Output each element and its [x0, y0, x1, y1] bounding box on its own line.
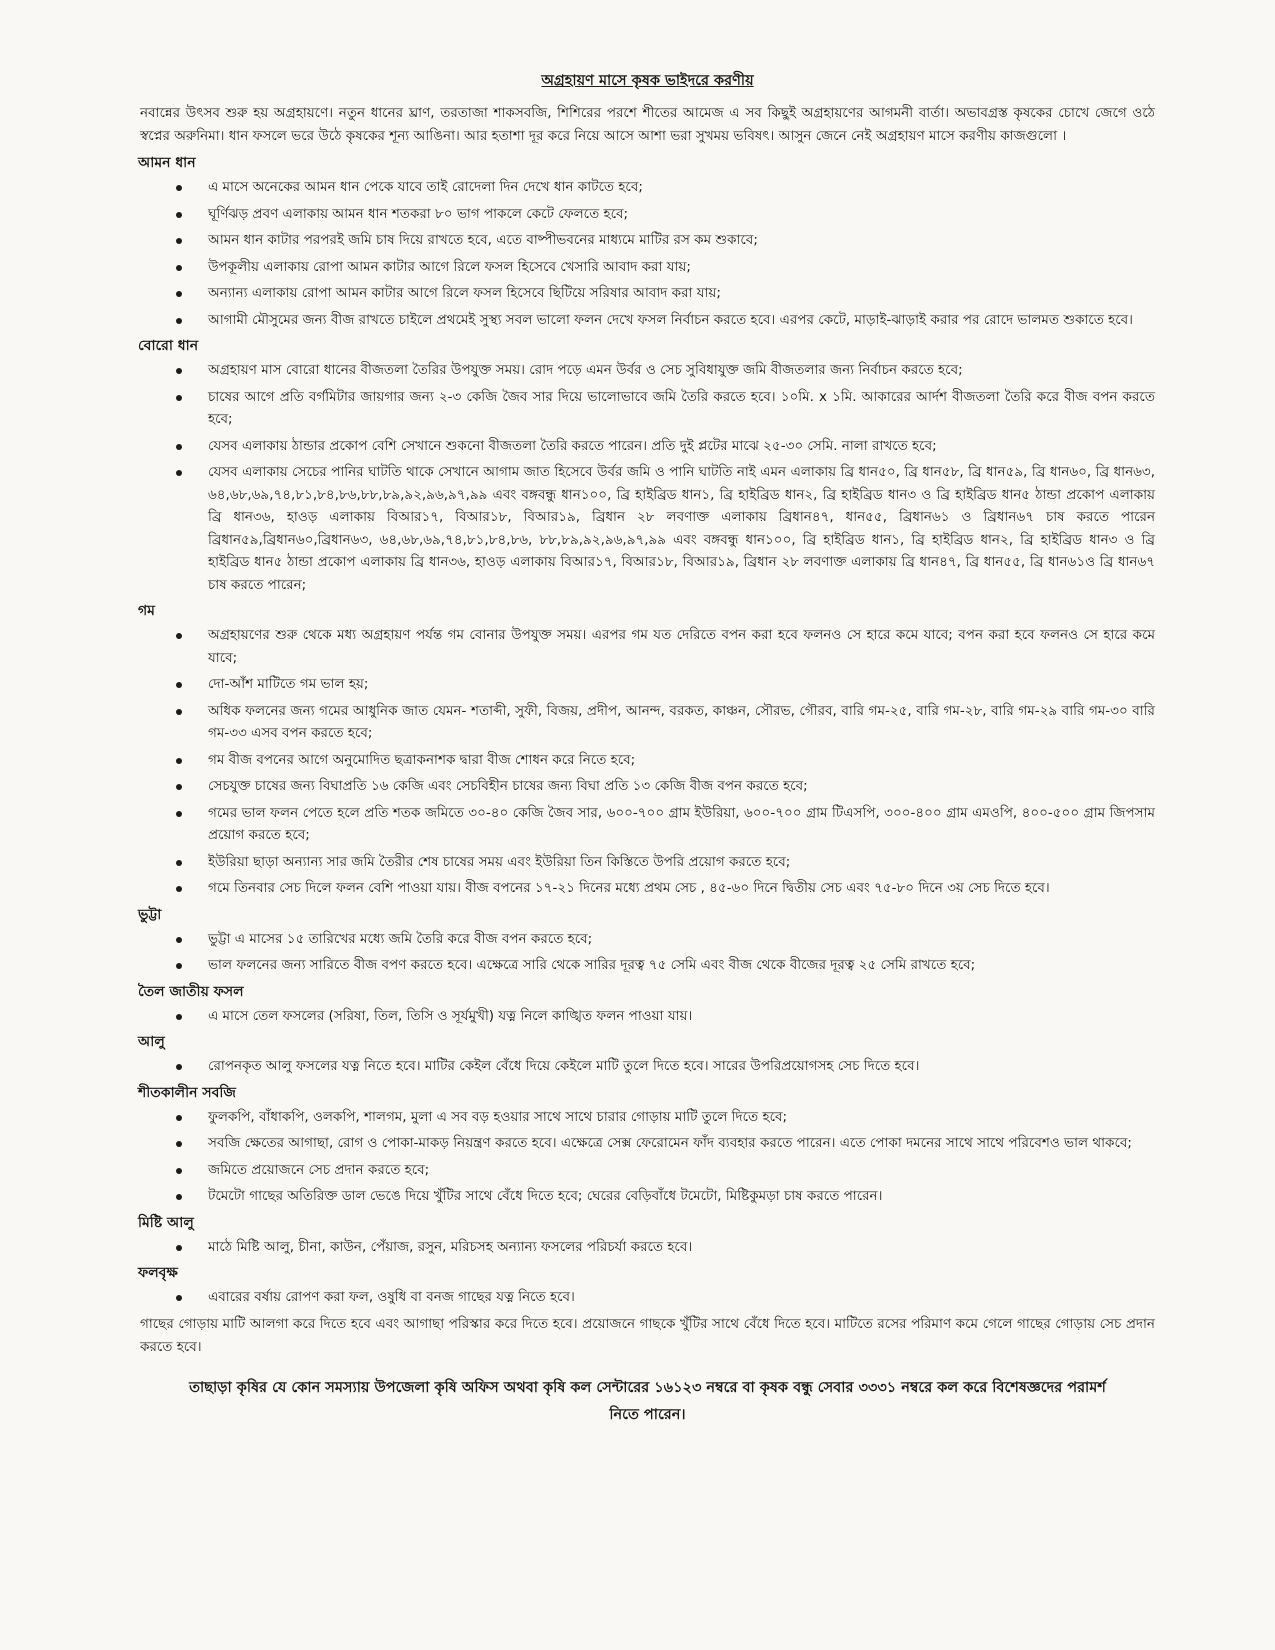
list-item: ফুলকপি, বাঁধাকপি, ওলকপি, শালগম, মুলা এ সব বড় হওয়ার সাথে সাথে চারার গোড়ায় মাটি তুলে দিতে হবে;	[208, 1106, 1155, 1129]
list-item: টমেটো গাছের অতিরিক্ত ডাল ভেঙে দিয়ে খুঁটির সাথে বেঁধে দিতে হবে; ঘেরের বেড়িবাঁধে টমেটো, মিষ্টিকুমড়া চাষ করতে পারেন।	[208, 1185, 1155, 1208]
sections-container	[140, 152, 1155, 1359]
bullet-list	[140, 1236, 1155, 1259]
list-item: মাঠে মিষ্টি আলু, চীনা, কাউন, পেঁয়াজ, রসুন, মরিচসহ অন্যান্য ফসলের পরিচর্যা করতে হবে।	[208, 1236, 1155, 1259]
list-item: সেচযুক্ত চাষের জন্য বিঘাপ্রতি ১৬ কেজি এবং সেচবিহীন চাষের জন্য বিঘা প্রতি ১৩ কেজি বীজ বপন করতে হবে;	[208, 775, 1155, 798]
list-item: সবজি ক্ষেতের আগাছা, রোগ ও পোকা-মাকড় নিয়ন্ত্রণ করতে হবে। এক্ষেত্রে সেক্স ফেরোমেন ফাঁদ ব্যবহার করতে পারেন। এতে পোকা দমনের সাথে সাথে পরিবেশও ভাল থাকবে;	[208, 1132, 1155, 1155]
list-item: ভুট্টা এ মাসের ১৫ তারিখের মধ্যে জমি তৈরি করে বীজ বপন করতে হবে;	[208, 928, 1155, 951]
list-item: ভাল ফলনের জন্য সারিতে বীজ বপণ করতে হবে। এক্ষেত্রে সারি থেকে সারির দূরত্ব ৭৫ সেমি এবং বীজ থেকে বীজের দূরত্ব ২৫ সেমি রাখতে হবে;	[208, 954, 1155, 977]
list-item: অগ্রহায়ণ মাস বোরো ধানের বীজতলা তৈরির উপযুক্ত সময়। রোদ পড়ে এমন উর্বর ও সেচ সুবিধাযুক্ত জমি বীজতলার জন্য নির্বাচন করতে হবে;	[208, 359, 1155, 382]
section-heading: আমন ধান	[138, 155, 196, 171]
section-heading: আলু	[138, 1034, 165, 1050]
section-heading: ভুট্টা	[138, 906, 162, 923]
list-item: গম বীজ বপনের আগে অনুমোদিত ছত্রাকনাশক দ্বারা বীজ শোধন করে নিতে হবে;	[208, 749, 1155, 772]
list-item: এবারের বর্ষায় রোপণ করা ফল, ওষুধি বা বনজ গাছের যত্ন নিতে হবে।	[208, 1286, 1155, 1309]
bullet-list	[140, 928, 1155, 977]
section-heading: বোরো ধান	[138, 338, 199, 354]
list-item: আগামী মৌসুমের জন্য বীজ রাখতে চাইলে প্রথমেই সুস্থ্য সবল ভালো ফলন দেখে ফসল নির্বাচন করতে হবে। এরপর কেটে, মাড়াই-ঝাড়াই করার পর রোদে ভালমত শুকাতে হবে।	[208, 309, 1155, 332]
list-item: এ মাসে তেল ফসলের (সরিষা, তিল, তিসি ও সূর্যমুখী) যত্ন নিলে কাঙ্খিত ফলন পাওয়া যায়।	[208, 1005, 1155, 1028]
bullet-list	[140, 359, 1155, 596]
list-item: দো-আঁশ মাটিতে গম ভাল হয়;	[208, 673, 1155, 696]
document-title: অগ্রহায়ণ মাসে কৃষক ভাইদরে করণীয়	[541, 73, 754, 89]
list-item: অন্যান্য এলাকায় রোপা আমন কাটার আগে রিলে ফসল হিসেবে ছিটিয়ে সরিষার আবাদ করা যায়;	[208, 282, 1155, 305]
list-item: চাষের আগে প্রতি বর্গমিটার জায়গার জন্য ২-৩ কেজি জৈব সার দিয়ে ভালোভাবে জমি তৈরি করতে হবে। ১০মি. x ১মি. আকারের আর্দশ বীজতলা তৈরি করে বীজ বপন করতে হবে;	[208, 386, 1155, 431]
section-heading: গম	[138, 603, 155, 619]
list-item: অধিক ফলনের জন্য গমের আধুনিক জাত যেমন- শতাব্দী, সুফী, বিজয়, প্রদীপ, আনন্দ, বরকত, কাঞ্চন, সৌরভ, গৌরব, বারি গম-২৫, বারি গম-২৮, বারি গম-২৯ বারি গম-৩০ বারি গম-৩৩ এসব বপন করতে হবে;	[208, 700, 1155, 745]
list-item: ইউরিয়া ছাড়া অন্যান্য সার জমি তৈরীর শেষ চাষের সময় এবং ইউরিয়া তিন কিস্তিতে উপরি প্রয়োগ করতে হবে;	[208, 851, 1155, 874]
list-item: অগ্রহায়ণের শুরু থেকে মধ্য অগ্রহায়ণ পর্যন্ত গম বোনার উপযুক্ত সময়। এরপর গম যত দেরিতে বপন করা হবে ফলনও সে হারে কমে যাবে; বপন করা হবে ফলনও সে হারে কমে যাবে;	[208, 624, 1155, 669]
section-heading: মিষ্টি আলু	[138, 1214, 194, 1231]
bullet-list	[140, 624, 1155, 900]
list-item: ঘূর্ণিঝড় প্রবণ এলাকায় আমন ধান শতকরা ৮০ ভাগ পাকলে কেটে ফেলতে হবে;	[208, 203, 1155, 226]
bullet-list	[140, 1055, 1155, 1078]
list-item: যেসব এলাকায় ঠান্ডার প্রকোপ বেশি সেখানে শুকনো বীজতলা তৈরি করতে পারেন। প্রতি দুই প্লটের মাঝে ২৫-৩০ সেমি. নালা রাখতে হবে;	[208, 435, 1155, 458]
section-heading: শীতকালীন সবজি	[138, 1084, 236, 1101]
bullet-list	[140, 1005, 1155, 1028]
section-paragraph: গাছের গোড়ায় মাটি আলগা করে দিতে হবে এবং আগাছা পরিস্কার করে দিতে হবে। প্রয়োজনে গাছকে খুঁটির সাথে বেঁধে দিতে হবে। মাটিতে রসের পরিমাণ কমে গেলে গাছের গোড়ায় সেচ প্রদান করতে হবে।	[140, 1315, 1155, 1355]
list-item: এ মাসে অনেকের আমন ধান পেকে যাবে তাই রোদেলা দিন দেখে ধান কাটতে হবে;	[208, 176, 1155, 199]
list-item: উপকূলীয় এলাকায় রোপা আমন কাটার আগে রিলে ফসল হিসেবে খেসারি আবাদ করা যায়;	[208, 256, 1155, 279]
list-item: আমন ধান কাটার পরপরই জমি চাষ দিয়ে রাখতে হবে, এতে বাষ্পীভবনের মাধ্যমে মাটির রস কম শুকাবে;	[208, 229, 1155, 252]
list-item: যেসব এলাকায় সেচের পানির ঘাটতি থাকে সেখানে আগাম জাত হিসেবে উর্বর জমি ও পানি ঘাটতি নাই এমন এলাকায় ব্রি ধান৫০, ব্রি ধান৫৮, ব্রি ধান৫৯, ব্রি ধান৬০, ব্রি ধান৬৩, ৬৪,৬৮,৬৯,৭৪,৮১,৮৪,৮৬,৮৮,৮৯,৯২,৯৬,৯৭,৯৯ এবং বঙ্গবন্ধু ধান১০০, ব্রি হাইব্রিড ধান১, ব্রি হাইব্রিড ধান২, ব্রি হাইব্রিড ধান৩ ও ব্রি হাইব্রিড ধান৫ ঠান্ডা প্রকোপ এলাকায় ব্রি ধান৩৬, হাওড় এলাকায় বিআর১৭, বিআর১৮, বিআর১৯, ব্রিধান ২৮ লবণাক্ত এলাকায় ব্রিধান৪৭, ধান৫৫, ব্রিধান৬১ ও ব্রিধান৬৭ চাষ করতে পারেন ব্রিধান৫৯,ব্রিধান৬০,ব্রিধান৬৩, ৬৪,৬৮,৬৯,৭৪,৮১,৮৪,৮৬, ৮৮,৮৯,৯২,৯৬,৯৭,৯৯ এবং বঙ্গবন্ধু ধান১০০, ব্রি হাইব্রিড ধান১, ব্রি হাইব্রিড ধান২, ব্রি হাইব্রিড ধান৩ ও ব্রি হাইব্রিড ধান৫ ঠান্ডা প্রকোপ এলাকায় ব্রি ধান৩৬, হাওড় এলাকায় বিআর১৭, বিআর১৮, বিআর১৯, ব্রিধান ২৮ লবণাক্ত এলাকায় ব্রি ধান৪৭, ব্রি ধান৫৫, ব্রি ধান৬১ও ব্রি ধান৬৭ চাষ করতে পারেন;	[208, 461, 1155, 596]
bullet-list	[140, 1106, 1155, 1208]
intro-paragraph: নবান্নের উৎসব শুরু হয় অগ্রহায়ণে। নতুন ধানের ঘ্রাণ, তরতাজা শাকসবজি, শিশিরের পরশে শীতের আমেজ এ সব কিছুই অগ্রহায়ণের আগমনী বার্তা। অভাবগ্রস্ত কৃষকের চোখে জেগে ওঠে স্বপ্নের অরুনিমা। ধান ফসলে ভরে উঠে কৃষকের শূন্য আঙিনা। আর হতাশা দূর করে নিয়ে আসে আশা ভরা সুখময় ভবিষৎ। আসুন জেনে নেই অগ্রহায়ণ মাসে করণীয় কাজগুলো ।	[140, 105, 1155, 144]
list-item: গমে তিনবার সেচ দিলে ফলন বেশি পাওয়া যায়। বীজ বপনের ১৭-২১ দিনের মধ্যে প্রথম সেচ , ৪৫-৬০ দিনে দ্বিতীয় সেচ এবং ৭৫-৮০ দিনে ৩য় সেচ দিতে হবে।	[208, 877, 1155, 900]
section-heading: তৈল জাতীয় ফসল	[138, 983, 244, 1000]
list-item: জমিতে প্রয়োজনে সেচ প্রদান করতে হবে;	[208, 1159, 1155, 1182]
footer-note: তাছাড়া কৃষির যে কোন সমস্যায় উপজেলা কৃষি অফিস অথবা কৃষি কল সেন্টারের ১৬১২৩ নম্বরে বা কৃষক বন্ধু সেবার ৩৩৩১ নম্বরে কল করে বিশেষজ্ঞদের পরামর্শ নিতে পারেন।	[189, 1379, 1106, 1423]
section-heading: ফলবৃক্ষ	[138, 1265, 178, 1281]
list-item: গমের ভাল ফলন পেতে হলে প্রতি শতক জমিতে ৩০-৪০ কেজি জৈব সার, ৬০০-৭০০ গ্রাম ইউরিয়া, ৬০০-৭০০ গ্রাম টিএসপি, ৩০০-৪০০ গ্রাম এমওপি, ৪০০-৫০০ গ্রাম জিপসাম প্রয়োগ করতে হবে;	[208, 802, 1155, 847]
bullet-list	[140, 176, 1155, 331]
list-item: রোপনকৃত আলু ফসলের যত্ন নিতে হবে। মাটির কেইল বেঁধে দিয়ে কেইলে মাটি তুলে দিতে হবে। সারের উপরিপ্রয়োগসহ সেচ দিতে হবে।	[208, 1055, 1155, 1078]
bullet-list	[140, 1286, 1155, 1309]
